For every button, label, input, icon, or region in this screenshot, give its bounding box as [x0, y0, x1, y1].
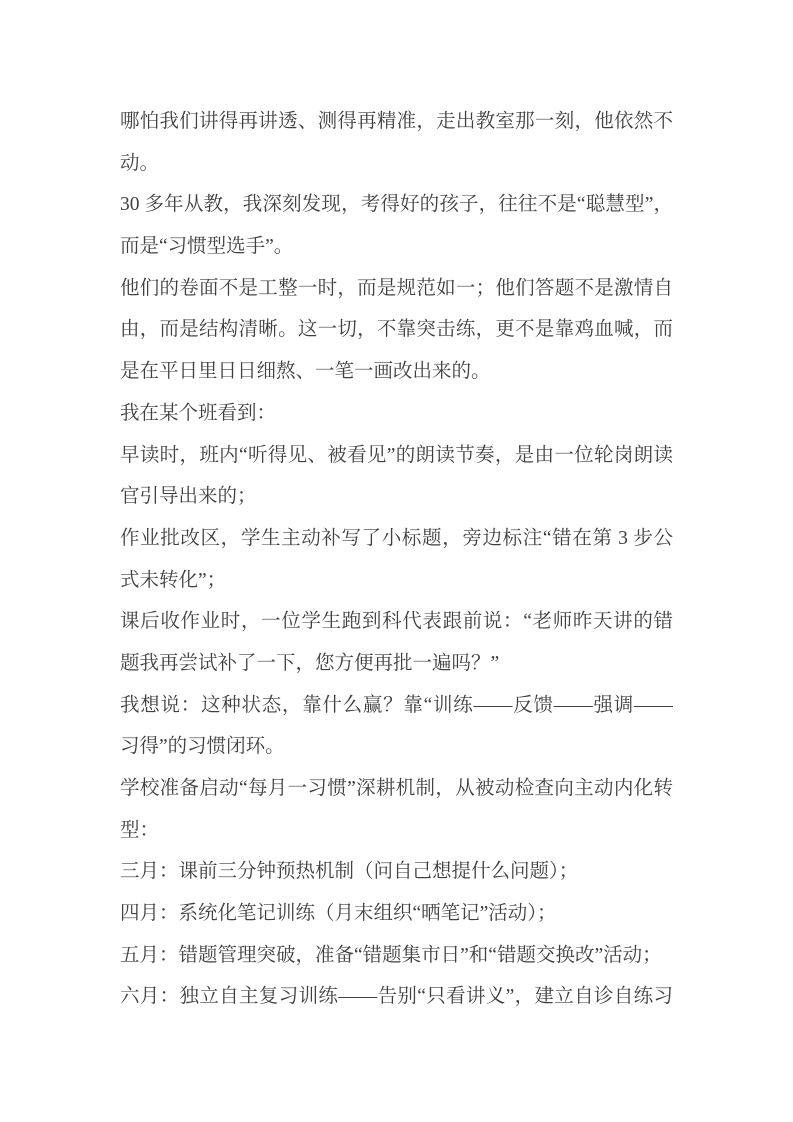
text-line: 动。: [120, 152, 160, 174]
paragraph: [120, 935, 673, 977]
text-line: 作业批改区，学生主动补写了小标题，旁边标注“错在第 3 步公: [120, 527, 673, 549]
text-line: 题我再尝试补了一下，您方便再批一遍吗？”: [120, 652, 500, 674]
paragraph: [120, 768, 673, 851]
paragraph: [120, 601, 673, 684]
text-line: 式未转化”；: [120, 569, 227, 591]
text-line: 官引导出来的；: [120, 486, 257, 508]
text-line: 六月：独立自主复习训练——告别“只看讲义”，建立自诊自练习: [120, 986, 673, 1008]
text-line: 由，而是结构清晰。这一切，不靠突击练，更不是靠鸡血喊，而: [120, 319, 673, 341]
text-line: 是在平日里日日细熬、一笔一画改出来的。: [120, 361, 491, 383]
text-line: 学校准备启动“每月一习惯”深耕机制，从被动检查向主动内化转: [120, 778, 673, 799]
paragraph: [120, 893, 673, 935]
paragraph: [120, 393, 673, 435]
text-line: 三月：课前三分钟预热机制（问自己想提什么问题）；: [120, 861, 579, 883]
text-line: 习得”的习惯闭环。: [120, 736, 285, 758]
text-line: 早读时，班内“听得见、被看见”的朗读节奏，是由一位轮岗朗读: [120, 444, 673, 466]
text-line: 而是“习惯型选手”。: [120, 236, 294, 258]
text-line: 我在某个班看到：: [120, 402, 277, 424]
text-line: 型：: [120, 819, 160, 841]
paragraph: [120, 435, 673, 518]
text-line: 他们的卷面不是工整一时，而是规范如一；他们答题不是激情自: [120, 277, 673, 299]
text-line: 课后收作业时，一位学生跑到科代表跟前说：“老师昨天讲的错: [120, 611, 673, 633]
paragraph: [120, 518, 673, 601]
paragraph: [120, 184, 673, 267]
text-line: 哪怕我们讲得再讲透、测得再精准，走出教室那一刻，他依然不: [120, 111, 673, 132]
paragraph: [120, 851, 673, 893]
paragraph: [120, 268, 673, 393]
paragraph: [120, 685, 673, 768]
document-text: [120, 101, 673, 1018]
text-line: 我想说：这种状态，靠什么赢？靠“训练——反馈——强调——: [120, 694, 673, 716]
text-line: 四月：系统化笔记训练（月末组织“晒笔记”活动）；: [120, 903, 557, 925]
text-line: 30 多年从教，我深刻发现，考得好的孩子，往往不是“聪慧型”，: [120, 194, 673, 216]
paragraph: [120, 976, 673, 1018]
paragraph: [120, 101, 673, 184]
text-line: 五月：错题管理突破，准备“错题集市日”和“错题交换改”活动；: [120, 944, 662, 966]
